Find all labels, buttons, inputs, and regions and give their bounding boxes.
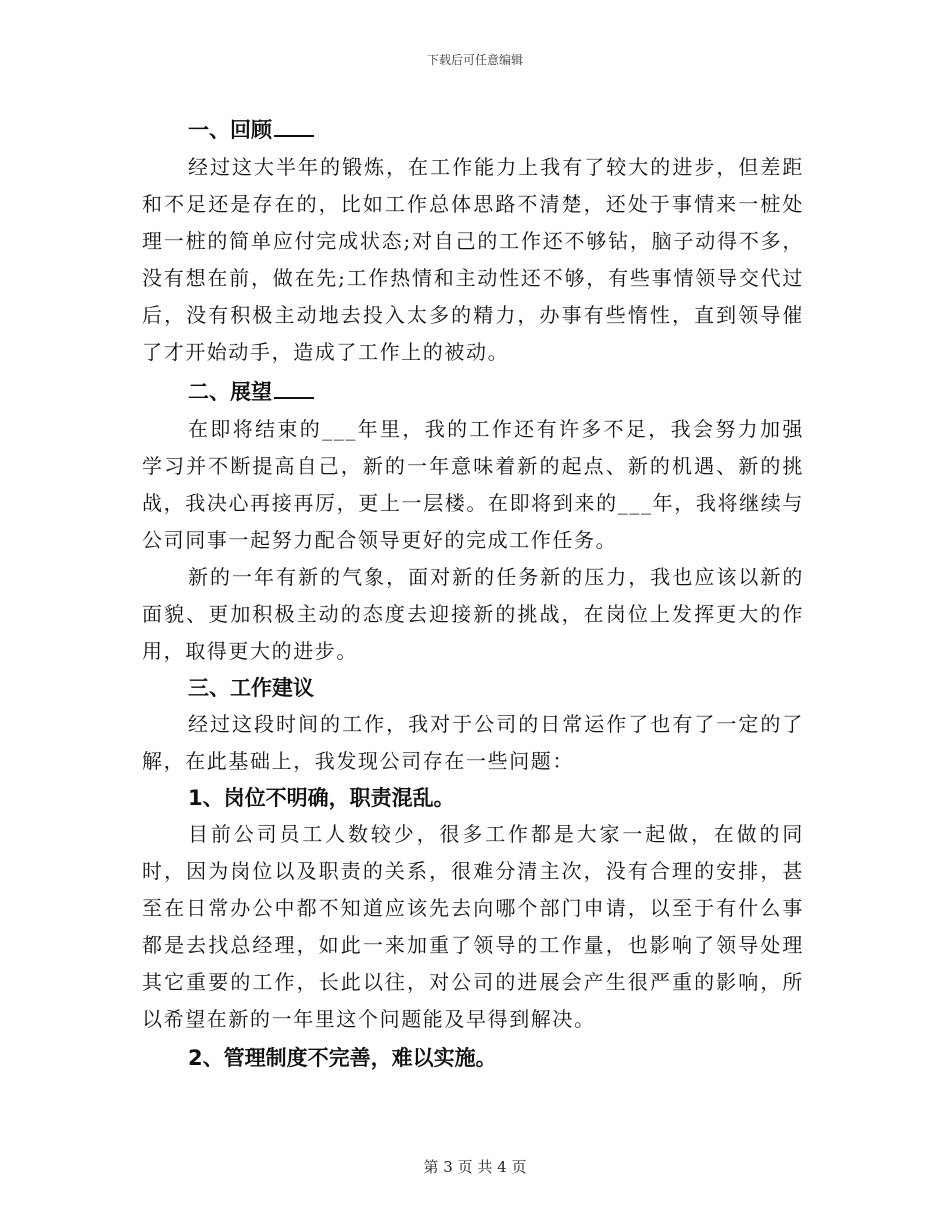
- page-footer: 第 3 页 共 4 页: [423, 1158, 527, 1176]
- suggestions-paragraph: 经过这段时间的工作，我对于公司的日常运作了也有了一定的了解，在此基础上，我发现公司存在一些问题：: [142, 712, 804, 773]
- subheading-management-system: 2、管理制度不完善，难以实施。: [188, 1046, 497, 1070]
- blank-underline: [274, 379, 314, 399]
- section-heading-outlook: [142, 374, 804, 410]
- page-header: 下载后可任意编辑: [426, 53, 523, 67]
- blank-underline: [274, 117, 314, 137]
- document-body: [142, 112, 804, 1076]
- section-heading-outlook-text: 二、展望: [188, 380, 272, 404]
- outlook-paragraph-1: 在即将结束的___年里，我的工作还有许多不足，我会努力加强学习并不断提高自己，新的一年意味着新的起点、新的机遇、新的挑战，我决心再接再厉，更上一层楼。在即将到来的___年，我将继续与公司同事一起努力配合领导更好的完成工作任务。: [142, 417, 804, 552]
- section-heading-suggestions: 三、工作建议: [188, 676, 314, 700]
- subheading-unclear-roles: 1、岗位不明确，职责混乱。: [188, 786, 455, 810]
- review-paragraph: 经过这大半年的锻炼，在工作能力上我有了较大的进步，但差距和不足还是存在的，比如工作总体思路不清楚，还处于事情来一桩处理一桩的简单应付完成状态;对自己的工作还不够钻，脑子动得不多，没有想在前，做在先;工作热情和主动性还不够，有些事情领导交代过后，没有积极主动地去投入太多的精力，办事有些惰性，直到领导催了才开始动手，造成了工作上的被动。: [142, 155, 804, 364]
- section-heading-review-text: 一、回顾: [188, 118, 272, 142]
- section-heading-review: [142, 112, 804, 148]
- outlook-paragraph-2: 新的一年有新的气象，面对新的任务新的压力，我也应该以新的面貌、更加积极主动的态度去迎接新的挑战，在岗位上发挥更大的作用，取得更大的进步。: [142, 565, 804, 663]
- unclear-roles-paragraph: 目前公司员工人数较少，很多工作都是大家一起做，在做的同时，因为岗位以及职责的关系，很难分清主次，没有合理的安排，甚至在日常办公中都不知道应该先去向哪个部门申请，以至于有什么事都是去找总经理，如此一来加重了领导的工作量，也影响了领导处理其它重要的工作，长此以往，对公司的进展会产生很严重的影响，所以希望在新的一年里这个问题能及早得到解决。: [142, 822, 804, 1031]
